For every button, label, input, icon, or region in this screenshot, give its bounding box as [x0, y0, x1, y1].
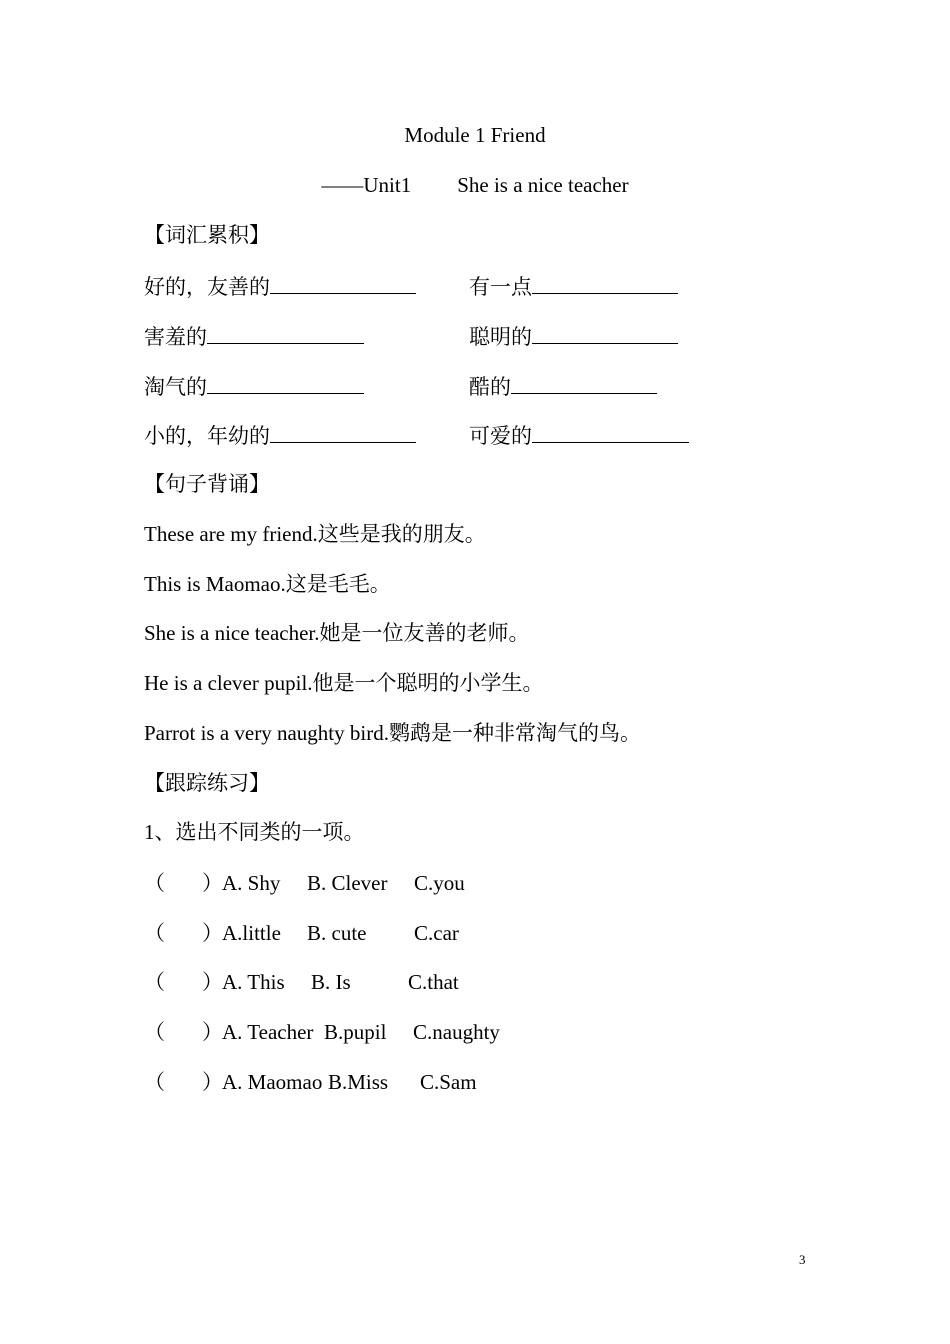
vocab-item	[469, 325, 678, 348]
option-b: B.pupil	[324, 1020, 387, 1044]
answer-blank[interactable]	[532, 325, 678, 344]
answer-blank[interactable]	[270, 275, 416, 294]
page-number: 3	[799, 1252, 806, 1267]
answer-paren-close: ）	[202, 921, 223, 945]
vocab-prompt: 酷的	[469, 375, 511, 399]
answer-blank[interactable]	[532, 275, 678, 294]
section-heading-sentences: 【句子背诵】	[144, 472, 270, 496]
answer-paren-close: ）	[202, 871, 223, 895]
exercise-instruction: 1、选出不同类的一项。	[144, 820, 365, 844]
choice-question	[144, 1072, 477, 1093]
answer-blank[interactable]	[207, 325, 364, 344]
option-a: A. Shy	[222, 871, 281, 895]
option-c: C.that	[408, 970, 459, 994]
option-b: B. cute	[307, 921, 367, 945]
choice-question	[144, 1022, 500, 1043]
answer-paren-open[interactable]: （	[144, 970, 165, 994]
sentence-line: Parrot is a very naughty bird.鹦鹉是一种非常淘气的鸟。	[144, 721, 641, 745]
vocab-prompt: 淘气的	[144, 375, 207, 399]
choice-question	[144, 972, 459, 993]
answer-paren-close: ）	[202, 970, 223, 994]
vocab-prompt: 好的，友善的	[144, 275, 270, 299]
vocab-prompt: 害羞的	[144, 325, 207, 349]
vocab-prompt: 可爱的	[469, 424, 532, 448]
vocab-prompt: 有一点	[469, 275, 532, 299]
vocab-item	[469, 275, 678, 298]
option-a: A.little	[222, 921, 281, 945]
vocab-item	[144, 325, 364, 348]
sentence-line: These are my friend.这些是我的朋友。	[144, 522, 486, 546]
page-title: Module 1 Friend	[404, 123, 546, 147]
answer-blank[interactable]	[511, 375, 657, 394]
option-a: A. This	[222, 970, 285, 994]
vocab-item	[144, 275, 416, 298]
vocab-item	[144, 375, 364, 398]
vocab-prompt: 小的，年幼的	[144, 424, 270, 448]
option-a: A. Teacher	[222, 1020, 314, 1044]
unit-subtitle	[0, 175, 950, 196]
answer-blank[interactable]	[270, 424, 416, 443]
vocab-item	[469, 375, 657, 398]
vocab-item	[469, 424, 689, 447]
choice-question	[144, 923, 459, 944]
sentence-line: She is a nice teacher.她是一位友善的老师。	[144, 621, 530, 645]
answer-blank[interactable]	[532, 424, 689, 443]
option-c: C.Sam	[420, 1070, 477, 1094]
vocab-item	[144, 424, 416, 447]
section-heading-practice: 【跟踪练习】	[144, 771, 270, 795]
sentence-line: This is Maomao.这是毛毛。	[144, 572, 391, 596]
answer-paren-open[interactable]: （	[144, 921, 165, 945]
answer-paren-open[interactable]: （	[144, 1020, 165, 1044]
answer-paren-open[interactable]: （	[144, 871, 165, 895]
answer-blank[interactable]	[207, 375, 364, 394]
option-a: A. Maomao	[222, 1070, 323, 1094]
unit-label: ——Unit1	[321, 173, 412, 197]
answer-paren-close: ）	[202, 1070, 223, 1094]
option-c: C.naughty	[413, 1020, 500, 1044]
option-b: B. Is	[311, 970, 351, 994]
option-c: C.car	[414, 921, 459, 945]
answer-paren-close: ）	[202, 1020, 223, 1044]
option-b: B. Clever	[307, 871, 388, 895]
section-heading-vocab: 【词汇累积】	[144, 223, 270, 247]
choice-question	[144, 873, 465, 894]
sentence-line: He is a clever pupil.他是一个聪明的小学生。	[144, 671, 544, 695]
option-c: C.you	[414, 871, 465, 895]
vocab-prompt: 聪明的	[469, 325, 532, 349]
answer-paren-open[interactable]: （	[144, 1070, 165, 1094]
lesson-title: She is a nice teacher	[457, 173, 629, 197]
option-b: B.Miss	[328, 1070, 389, 1094]
